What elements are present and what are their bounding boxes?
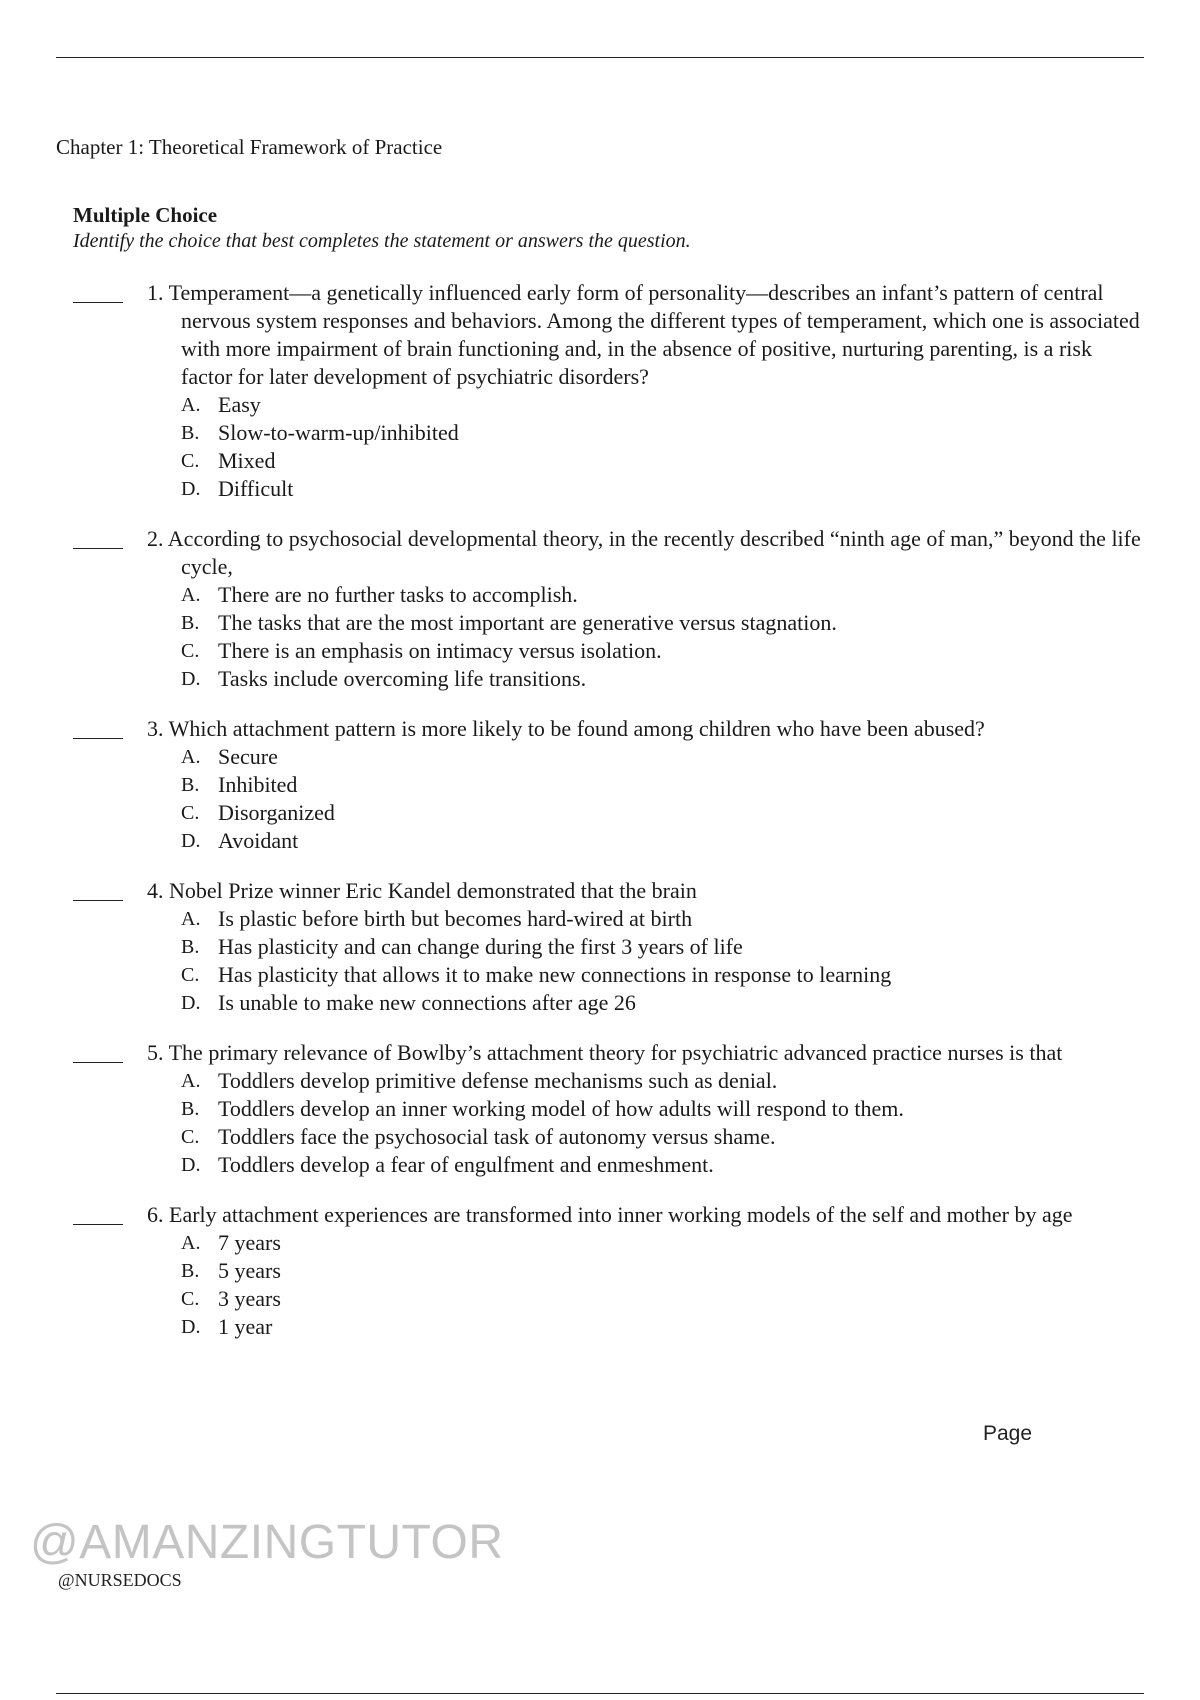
question-text: The primary relevance of Bowlby’s attachment theory for psychiatric advanced practice nurses is that xyxy=(168,1040,1063,1065)
option-letter: B. xyxy=(181,936,200,958)
option-d xyxy=(181,1313,1200,1341)
option-a xyxy=(181,1067,1200,1095)
option-d xyxy=(181,475,1200,503)
option-letter: A. xyxy=(181,908,201,930)
option-text: Avoidant xyxy=(218,828,299,853)
option-c xyxy=(181,1123,1200,1151)
section-heading: Multiple Choice xyxy=(73,203,218,227)
question-6 xyxy=(0,1201,1200,1341)
answer-blank xyxy=(73,1062,123,1063)
page-label: Page xyxy=(983,1422,1033,1445)
option-letter: D. xyxy=(181,830,201,852)
option-letter: C. xyxy=(181,1288,200,1310)
option-text: There is an emphasis on intimacy versus isolation. xyxy=(218,638,662,663)
option-c xyxy=(181,447,1200,475)
option-letter: D. xyxy=(181,1316,201,1338)
option-letter: A. xyxy=(181,746,201,768)
option-b xyxy=(181,419,1200,447)
question-stem xyxy=(147,1039,1141,1067)
option-text: Slow-to-warm-up/inhibited xyxy=(218,420,459,445)
option-letter: C. xyxy=(181,640,200,662)
option-text: Toddlers develop a fear of engulfment and enmeshment. xyxy=(218,1152,714,1177)
option-text: Inhibited xyxy=(218,772,298,797)
option-text: Secure xyxy=(218,744,278,769)
option-letter: B. xyxy=(181,1098,200,1120)
option-letter: D. xyxy=(181,668,201,690)
answer-blank xyxy=(73,738,123,739)
option-a xyxy=(181,1229,1200,1257)
question-number: 4. xyxy=(147,878,164,903)
option-c xyxy=(181,637,1200,665)
option-letter: D. xyxy=(181,992,201,1014)
question-number: 3. xyxy=(147,716,164,741)
option-letter: A. xyxy=(181,584,201,606)
option-list xyxy=(0,1067,1200,1179)
question-stem xyxy=(147,877,1141,905)
option-text: Toddlers develop an inner working model of how adults will respond to them. xyxy=(218,1096,904,1121)
option-list xyxy=(0,743,1200,855)
option-d xyxy=(181,827,1200,855)
option-b xyxy=(181,933,1200,961)
top-rule xyxy=(56,57,1144,58)
option-c xyxy=(181,799,1200,827)
option-list xyxy=(0,905,1200,1017)
question-2 xyxy=(0,525,1200,693)
option-c xyxy=(181,961,1200,989)
chapter-title: Chapter 1: Theoretical Framework of Practice xyxy=(56,135,443,159)
option-text: Is plastic before birth but becomes hard-wired at birth xyxy=(218,906,693,931)
question-text: According to psychosocial developmental theory, in the recently described “ninth age of man,” beyond the life cycle, xyxy=(167,526,1141,579)
option-letter: C. xyxy=(181,1126,200,1148)
option-text: 5 years xyxy=(218,1258,281,1283)
option-a xyxy=(181,905,1200,933)
option-a xyxy=(181,391,1200,419)
option-letter: A. xyxy=(181,1070,201,1092)
option-list xyxy=(0,391,1200,503)
option-text: Easy xyxy=(218,392,261,417)
option-text: 7 years xyxy=(218,1230,281,1255)
option-d xyxy=(181,665,1200,693)
option-text: Difficult xyxy=(218,476,294,501)
option-text: Toddlers develop primitive defense mechanisms such as denial. xyxy=(218,1068,778,1093)
option-b xyxy=(181,1257,1200,1285)
question-stem xyxy=(147,715,1141,743)
option-letter: B. xyxy=(181,774,200,796)
instructions: Identify the choice that best completes the statement or answers the question. xyxy=(73,230,691,252)
question-number: 2. xyxy=(147,526,164,551)
option-text: Has plasticity and can change during the first 3 years of life xyxy=(218,934,743,959)
question-number: 6. xyxy=(147,1202,164,1227)
option-list xyxy=(0,1229,1200,1341)
option-d xyxy=(181,989,1200,1017)
question-text: Temperament—a genetically influenced early form of personality—describes an infant’s pattern of central nervous system responses and behaviors. Among the different types of temperament, which one is associated with more impairment of brain functioning and, in the absence of positive, nurturing parenting, is a risk factor for later development of psychiatric disorders? xyxy=(168,280,1140,389)
option-b xyxy=(181,609,1200,637)
question-stem xyxy=(147,1201,1141,1229)
option-letter: B. xyxy=(181,422,200,444)
answer-blank xyxy=(73,302,123,303)
option-a xyxy=(181,581,1200,609)
handle-text: @NURSEDOCS xyxy=(58,1570,182,1590)
answer-blank xyxy=(73,900,123,901)
question-1 xyxy=(0,279,1200,503)
option-text: Disorganized xyxy=(218,800,335,825)
option-letter: B. xyxy=(181,612,200,634)
option-text: Is unable to make new connections after age 26 xyxy=(218,990,636,1015)
question-text: Early attachment experiences are transformed into inner working models of the self and mother by age xyxy=(169,1202,1073,1227)
option-c xyxy=(181,1285,1200,1313)
question-stem xyxy=(147,279,1141,391)
option-letter: B. xyxy=(181,1260,200,1282)
option-text: 3 years xyxy=(218,1286,281,1311)
option-letter: A. xyxy=(181,394,201,416)
option-text: There are no further tasks to accomplish. xyxy=(218,582,578,607)
option-letter: C. xyxy=(181,802,200,824)
question-text: Which attachment pattern is more likely to be found among children who have been abused? xyxy=(168,716,985,741)
watermark: @AMANZINGTUTOR xyxy=(30,1516,504,1569)
answer-blank xyxy=(73,1224,123,1225)
option-letter: C. xyxy=(181,964,200,986)
option-letter: A. xyxy=(181,1232,201,1254)
option-d xyxy=(181,1151,1200,1179)
option-letter: D. xyxy=(181,1154,201,1176)
question-4 xyxy=(0,877,1200,1017)
option-text: Has plasticity that allows it to make new connections in response to learning xyxy=(218,962,892,987)
option-b xyxy=(181,771,1200,799)
option-a xyxy=(181,743,1200,771)
question-3 xyxy=(0,715,1200,855)
option-text: Tasks include overcoming life transitions. xyxy=(218,666,587,691)
question-number: 5. xyxy=(147,1040,164,1065)
option-letter: D. xyxy=(181,478,201,500)
option-text: Toddlers face the psychosocial task of autonomy versus shame. xyxy=(218,1124,776,1149)
bottom-rule xyxy=(56,1693,1144,1694)
option-text: The tasks that are the most important are generative versus stagnation. xyxy=(218,610,837,635)
question-stem xyxy=(147,525,1141,581)
option-b xyxy=(181,1095,1200,1123)
option-letter: C. xyxy=(181,450,200,472)
option-text: 1 year xyxy=(218,1314,273,1339)
question-list xyxy=(0,279,1200,1363)
question-number: 1. xyxy=(147,280,164,305)
answer-blank xyxy=(73,548,123,549)
question-5 xyxy=(0,1039,1200,1179)
option-text: Mixed xyxy=(218,448,276,473)
question-text: Nobel Prize winner Eric Kandel demonstrated that the brain xyxy=(169,878,697,903)
option-list xyxy=(0,581,1200,693)
